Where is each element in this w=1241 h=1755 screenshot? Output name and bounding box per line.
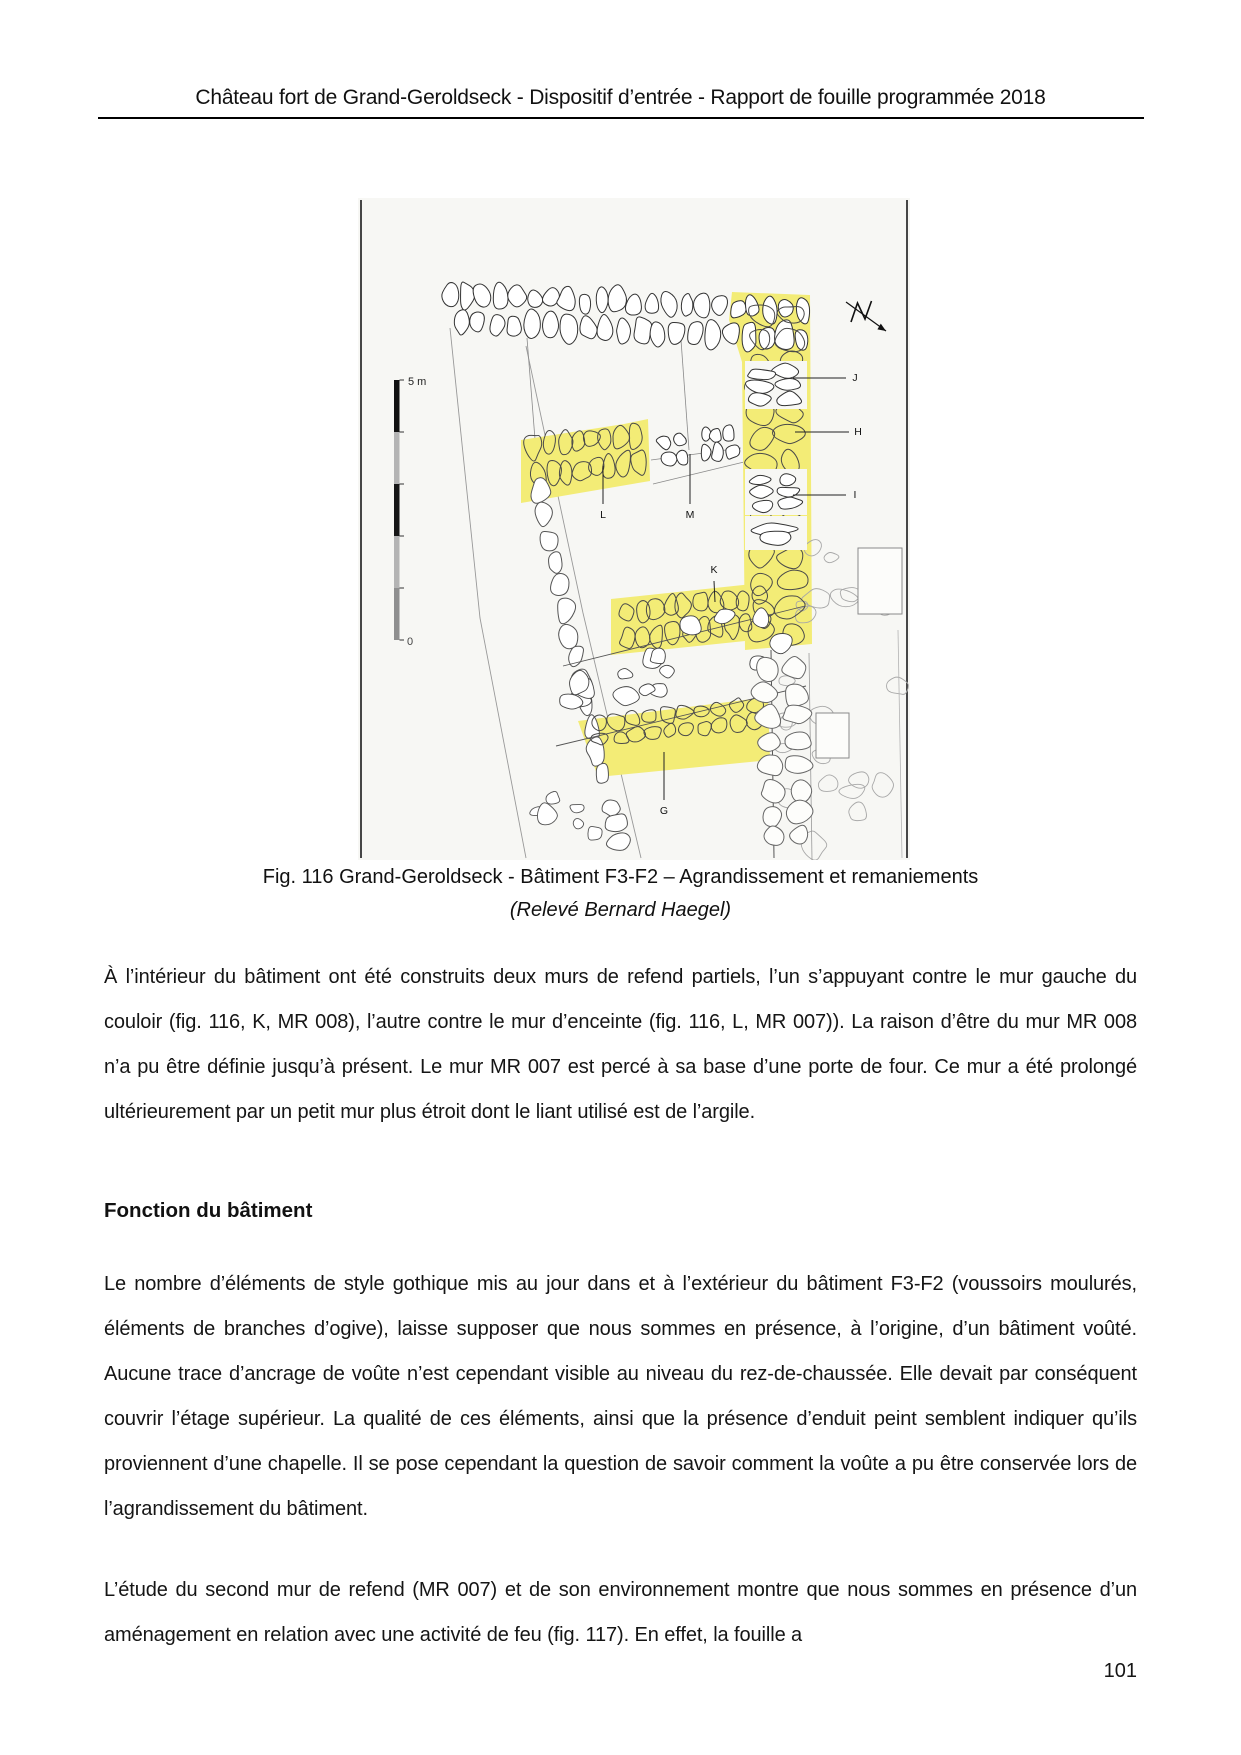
page-header-title: Château fort de Grand-Geroldseck - Dispositif d’entrée - Rapport de fouille programmée 2018: [195, 86, 1046, 109]
site-plan-svg: [358, 198, 910, 860]
svg-text:M: M: [685, 509, 695, 521]
page-number: 101: [1103, 1660, 1137, 1682]
svg-text:K: K: [710, 564, 718, 576]
structure-rect: [858, 548, 902, 614]
rubble-stones-left: [530, 791, 602, 840]
svg-text:I: I: [853, 489, 857, 501]
left-chain-tail: [602, 800, 630, 850]
paragraph-2: Le nombre d’éléments de style gothique mis au jour dans et à l’extérieur du bâtiment F3-F2 (voussoirs moulurés, éléments de branches d’ogive), laisse supposer que nous sommes en présence, à l’origine, d’un bâtiment voûté. Aucune trace d’ancrage de voûte n’est cependant visible au niveau du rez-de-chaussée. Elle devait par conséquent couvrir l’étage supérieur. La qualité de ces éléments, ainsi que la présence d’enduit peint semblent indiquer qu’ils proviennent d’une chapelle. Il se pose cependant la question de savoir comment la voûte a pu être conservée lors de l’agrandissement du bâtiment.: [104, 1273, 1137, 1520]
plan-line: [809, 653, 812, 860]
left-chain: [531, 478, 608, 784]
paragraph-1: À l’intérieur du bâtiment ont été construits deux murs de refend partiels, l’un s’appuyant contre le mur gauche du couloir (fig. 116, K, MR 008), l’autre contre le mur d’enceinte (fig. 116, L, MR 007)). La raison d’être du mur MR 008 n’a pu être définie jusqu’à présent. Le mur MR 007 est percé à sa base d’une porte de four. Ce mur a été prolongé ultérieurement par un petit mur plus étroit dont le liant utilisé est de l’argile.: [104, 966, 1137, 1123]
figure-116-plan: [358, 198, 910, 860]
scale-bottom-label: 0: [407, 636, 414, 648]
m-threshold-stones: [656, 433, 688, 466]
paragraph-3: L’étude du second mur de refend (MR 007) et de son environnement montre que nous sommes en présence d’un aménagement en relation avec une activité de feu (fig. 117). En effet, la fouille a: [104, 1579, 1137, 1646]
structure-rect: [816, 713, 849, 758]
section-heading: Fonction du bâtiment: [104, 1199, 313, 1222]
scale-top-label: 5 m: [408, 376, 427, 388]
figure-caption: Fig. 116 Grand-Geroldseck - Bâtiment F3-F2 – Agrandissement et remaniements: [262, 866, 979, 888]
header-rule: [98, 117, 1144, 119]
plan-line: [898, 630, 902, 858]
m-threshold-stones-2: [701, 425, 739, 461]
svg-text:L: L: [600, 509, 606, 521]
boundary-line: [450, 328, 526, 858]
scale-bar: [394, 376, 426, 648]
plan-line: [681, 340, 689, 450]
north-arrow-icon: [846, 301, 886, 331]
svg-text:J: J: [852, 372, 858, 384]
svg-text:H: H: [854, 426, 862, 438]
svg-text:G: G: [659, 805, 669, 817]
figure-caption-credit: (Relevé Bernard Haegel): [509, 899, 732, 921]
